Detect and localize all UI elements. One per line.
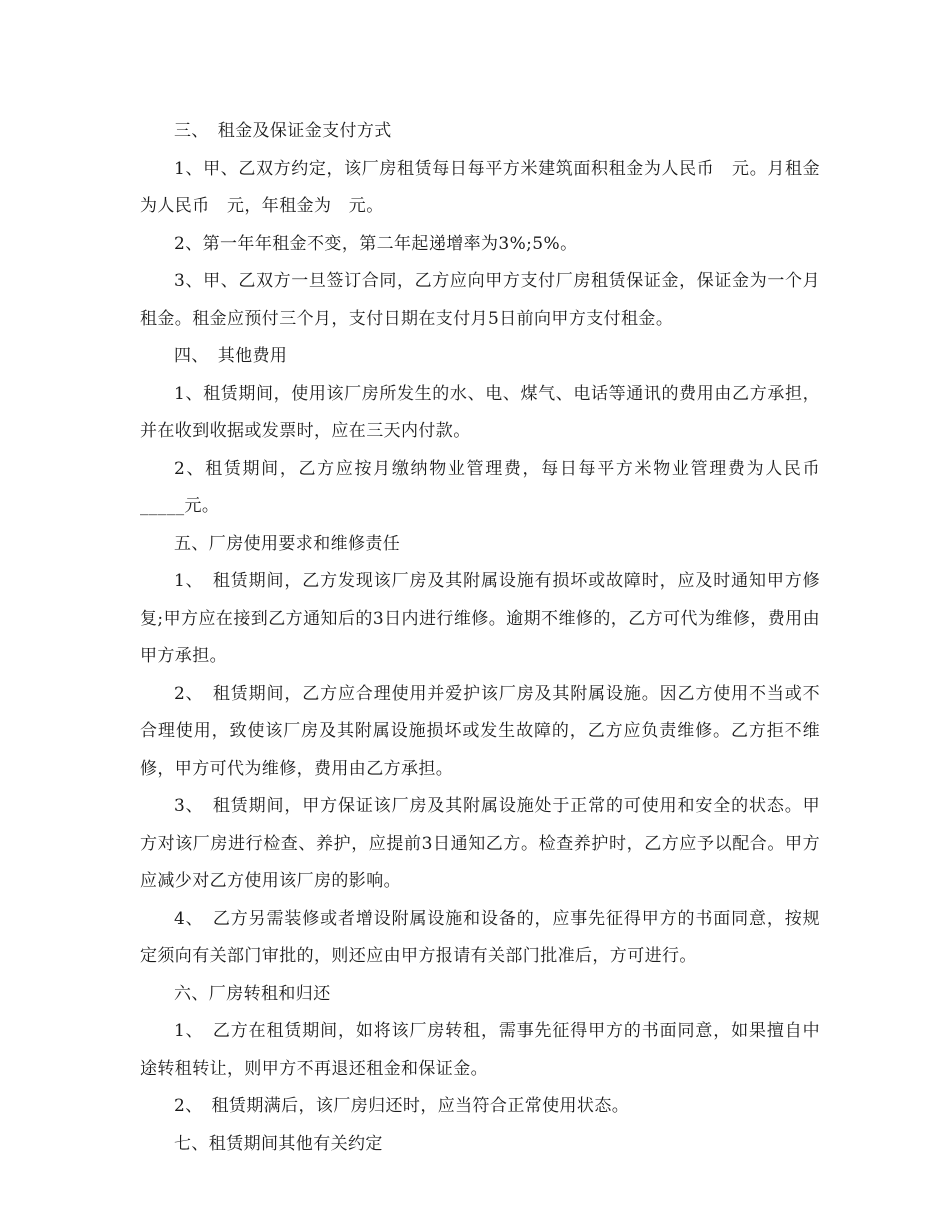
clause-repair-notify: 1、 租赁期间，乙方发现该厂房及其附属设施有损坏或故障时，应及时通知甲方修复;甲方应在接到乙方通知后的3日内进行维修。逾期不维修的，乙方可代为维修，费用由甲方承担。 [140, 571, 820, 666]
clause-rent-amount: 1、甲、乙双方约定，该厂房租赁每日每平方米建筑面积租金为人民币 元。月租金为人民币 元，年租金为 元。 [140, 158, 820, 216]
clause-return: 2、 租赁期满后，该厂房归还时，应当符合正常使用状态。 [174, 1096, 630, 1116]
section-heading-other-fees: 四、 其他费用 [174, 346, 288, 366]
section-heading-rent-payment: 三、 租金及保证金支付方式 [174, 121, 392, 141]
clause-property-fee: 2、租赁期间，乙方应按月缴纳物业管理费，每日每平方米物业管理费为人民币_____元。 [140, 458, 820, 516]
document-body [140, 113, 820, 1163]
clause-deposit: 3、甲、乙双方一旦签订合同，乙方应向甲方支付厂房租赁保证金，保证金为一个月租金。租金应预付三个月，支付日期在支付月5日前向甲方支付租金。 [140, 271, 820, 329]
clause-renovation: 4、 乙方另需装修或者增设附属设施和设备的，应事先征得甲方的书面同意，按规定须向有关部门审批的，则还应由甲方报请有关部门批准后，方可进行。 [140, 908, 820, 966]
section-heading-other-agreements: 七、租赁期间其他有关约定 [174, 1133, 383, 1154]
clause-utilities: 1、租赁期间，使用该厂房所发生的水、电、煤气、电话等通讯的费用由乙方承担，并在收到收据或发票时，应在三天内付款。 [140, 383, 820, 441]
clause-safe-condition: 3、 租赁期间，甲方保证该厂房及其附属设施处于正常的可使用和安全的状态。甲方对该厂房进行检查、养护，应提前3日通知乙方。检查养护时，乙方应予以配合。甲方应减少对乙方使用该厂房的影响。 [140, 796, 820, 891]
clause-sublease: 1、 乙方在租赁期间，如将该厂房转租，需事先征得甲方的书面同意，如果擅自中途转租转让，则甲方不再退还租金和保证金。 [140, 1021, 820, 1079]
section-heading-sublease-return: 六、厂房转租和归还 [174, 983, 331, 1004]
clause-rent-increase: 2、第一年年租金不变，第二年起递增率为3%;5%。 [174, 233, 578, 254]
clause-proper-use: 2、 租赁期间，乙方应合理使用并爱护该厂房及其附属设施。因乙方使用不当或不合理使用，致使该厂房及其附属设施损坏或发生故障的，乙方应负责维修。乙方拒不维修，甲方可代为维修，费用由乙方承担。 [140, 683, 820, 779]
section-heading-usage-maintenance: 五、厂房使用要求和维修责任 [174, 533, 401, 554]
